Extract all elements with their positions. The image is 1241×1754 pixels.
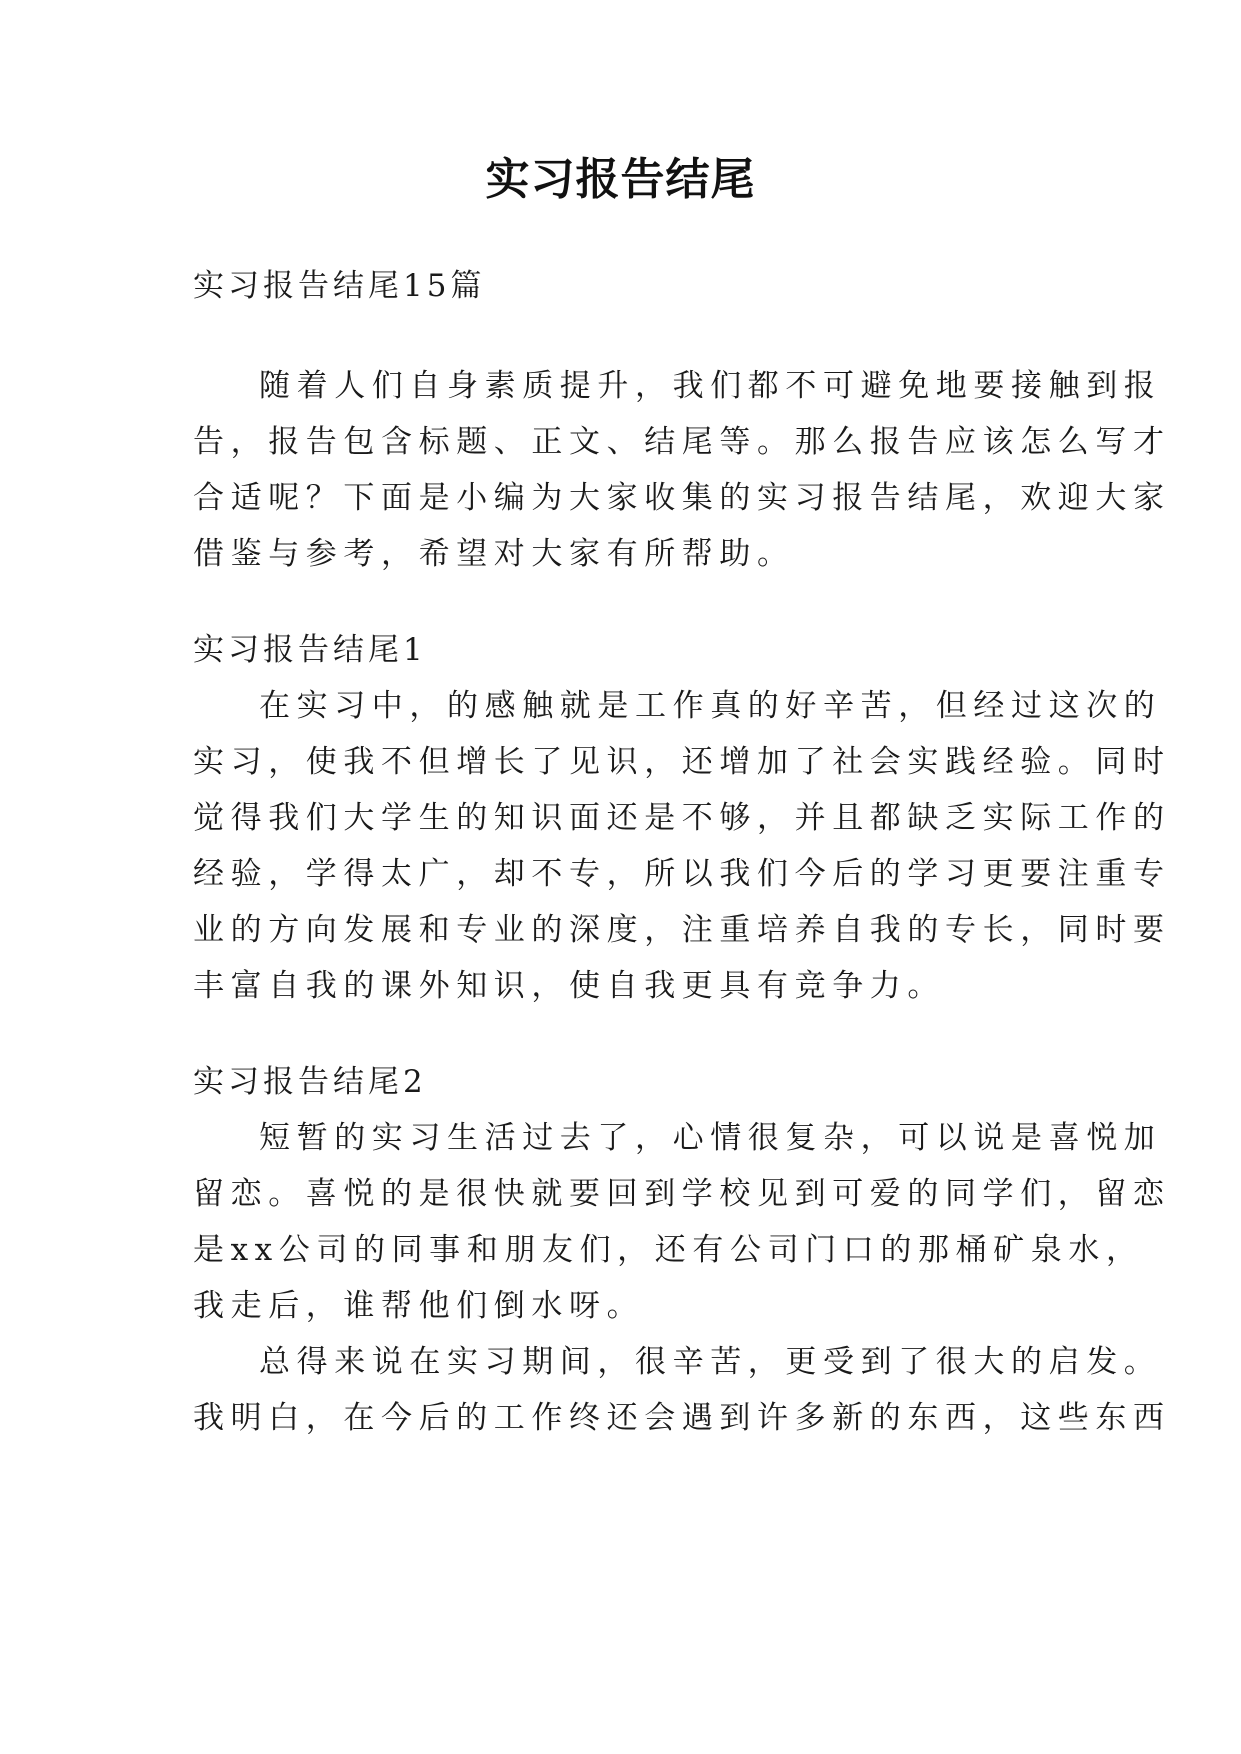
- section-line: 在实习中，的感触就是工作真的好辛苦，但经过这次的: [259, 688, 1162, 724]
- section-heading: 实习报告结尾1: [193, 632, 427, 668]
- document-subtitle: 实习报告结尾15篇: [193, 268, 486, 304]
- section-line: 留恋。喜悦的是很快就要回到学校见到可爱的同学们，留恋: [193, 1176, 1171, 1212]
- section-line: 我明白，在今后的工作终还会遇到许多新的东西，这些东西: [193, 1400, 1171, 1436]
- section-line: 总得来说在实习期间，很辛苦，更受到了很大的启发。: [259, 1344, 1162, 1380]
- section-line: 短暂的实习生活过去了，心情很复杂，可以说是喜悦加: [259, 1120, 1162, 1156]
- section-line: 经验，学得太广，却不专，所以我们今后的学习更要注重专: [193, 856, 1171, 892]
- intro-line: 告，报告包含标题、正文、结尾等。那么报告应该怎么写才: [193, 424, 1171, 460]
- section-heading: 实习报告结尾2: [193, 1064, 427, 1100]
- section-line: 是xx公司的同事和朋友们，还有公司门口的那桶矿泉水，: [193, 1232, 1144, 1268]
- document-title: 实习报告结尾: [485, 154, 756, 205]
- intro-line: 合适呢？下面是小编为大家收集的实习报告结尾，欢迎大家: [193, 480, 1171, 516]
- section-line: 丰富自我的课外知识，使自我更具有竞争力。: [193, 968, 945, 1004]
- section-line: 我走后，谁帮他们倒水呀。: [193, 1288, 645, 1324]
- section-line: 业的方向发展和专业的深度，注重培养自我的专长，同时要: [193, 912, 1171, 948]
- intro-line: 借鉴与参考，希望对大家有所帮助。: [193, 536, 795, 572]
- section-line: 觉得我们大学生的知识面还是不够，并且都缺乏实际工作的: [193, 800, 1171, 836]
- section-line: 实习，使我不但增长了见识，还增加了社会实践经验。同时: [193, 744, 1171, 780]
- intro-line: 随着人们自身素质提升，我们都不可避免地要接触到报: [259, 368, 1162, 404]
